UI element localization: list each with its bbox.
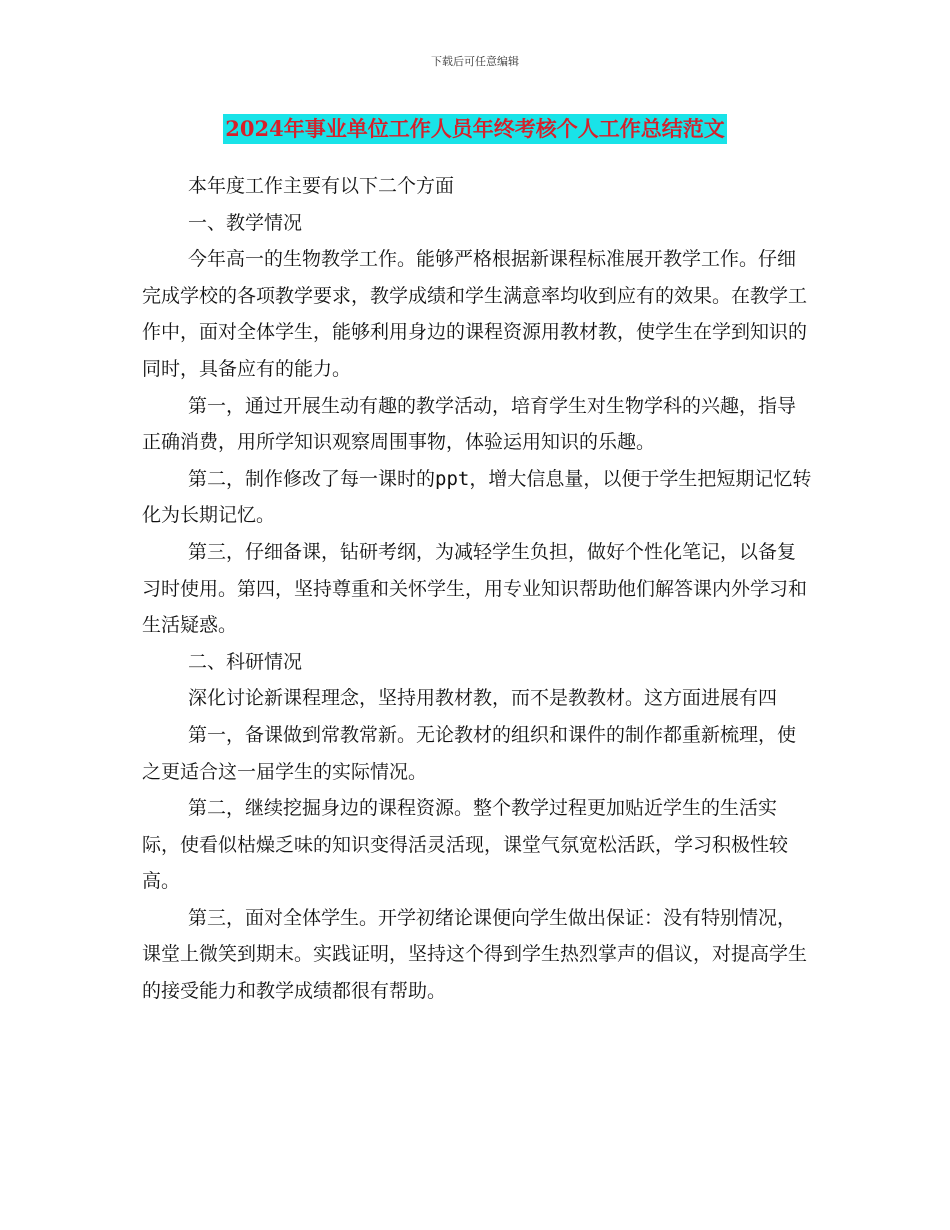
paragraph-teaching-overview: 今年高一的生物教学工作。能够严格根据新课程标准展开教学工作。仔细完成学校的各项教学要求，教学成绩和学生满意率均收到应有的效果。在教学工作中，面对全体学生，能够利用身边的课程资源用教材教，使学生在学到知识的同时，具备应有的能力。 (142, 248, 808, 380)
document-title: 2024年事业单位工作人员年终考核个人工作总结范文 (223, 114, 726, 144)
paragraph-research-point-1: 第一，备课做到常教常新。无论教材的组织和课件的制作都重新梳理，使之更适合这一届学生的实际情况。 (142, 723, 797, 783)
paragraph-teaching-point-1: 第一，通过开展生动有趣的教学活动，培育学生对生物学科的兴趣，指导正确消费，用所学知识观察周围事物，体验运用知识的乐趣。 (142, 394, 797, 454)
title-wrap (0, 114, 950, 144)
paragraph-teaching-point-2: 第二，制作修改了每一课时的ppt，增大信息量，以便于学生把短期记忆转化为长期记忆。 (142, 467, 812, 527)
section-heading-research: 二、科研情况 (188, 650, 303, 673)
header-note: 下载后可任意编辑 (431, 55, 519, 68)
document-body (142, 168, 812, 1010)
paragraph-research-point-2: 第二，继续挖掘身边的课程资源。整个教学过程更加贴近学生的生活实际，使看似枯燥乏味的知识变得活灵活现，课堂气氛宽松活跃，学习积极性较高。 (142, 797, 789, 893)
paragraph-research-overview: 深化讨论新课程理念，坚持用教材教，而不是教教材。这方面进展有四 (188, 687, 778, 710)
paragraph-teaching-point-3-4: 第三，仔细备课，钻研考纲，为减轻学生负担，做好个性化笔记，以备复习时使用。第四，坚持尊重和关怀学生，用专业知识帮助他们解答课内外学习和生活疑惑。 (142, 540, 808, 637)
paragraph-research-point-3: 第三，面对全体学生。开学初绪论课便向学生做出保证：没有特别情况，课堂上微笑到期末。实践证明，坚持这个得到学生热烈掌声的倡议，对提高学生的接受能力和教学成绩都很有帮助。 (142, 906, 808, 1003)
section-heading-teaching: 一、教学情况 (188, 211, 303, 234)
paragraph-intro: 本年度工作主要有以下二个方面 (188, 175, 455, 197)
